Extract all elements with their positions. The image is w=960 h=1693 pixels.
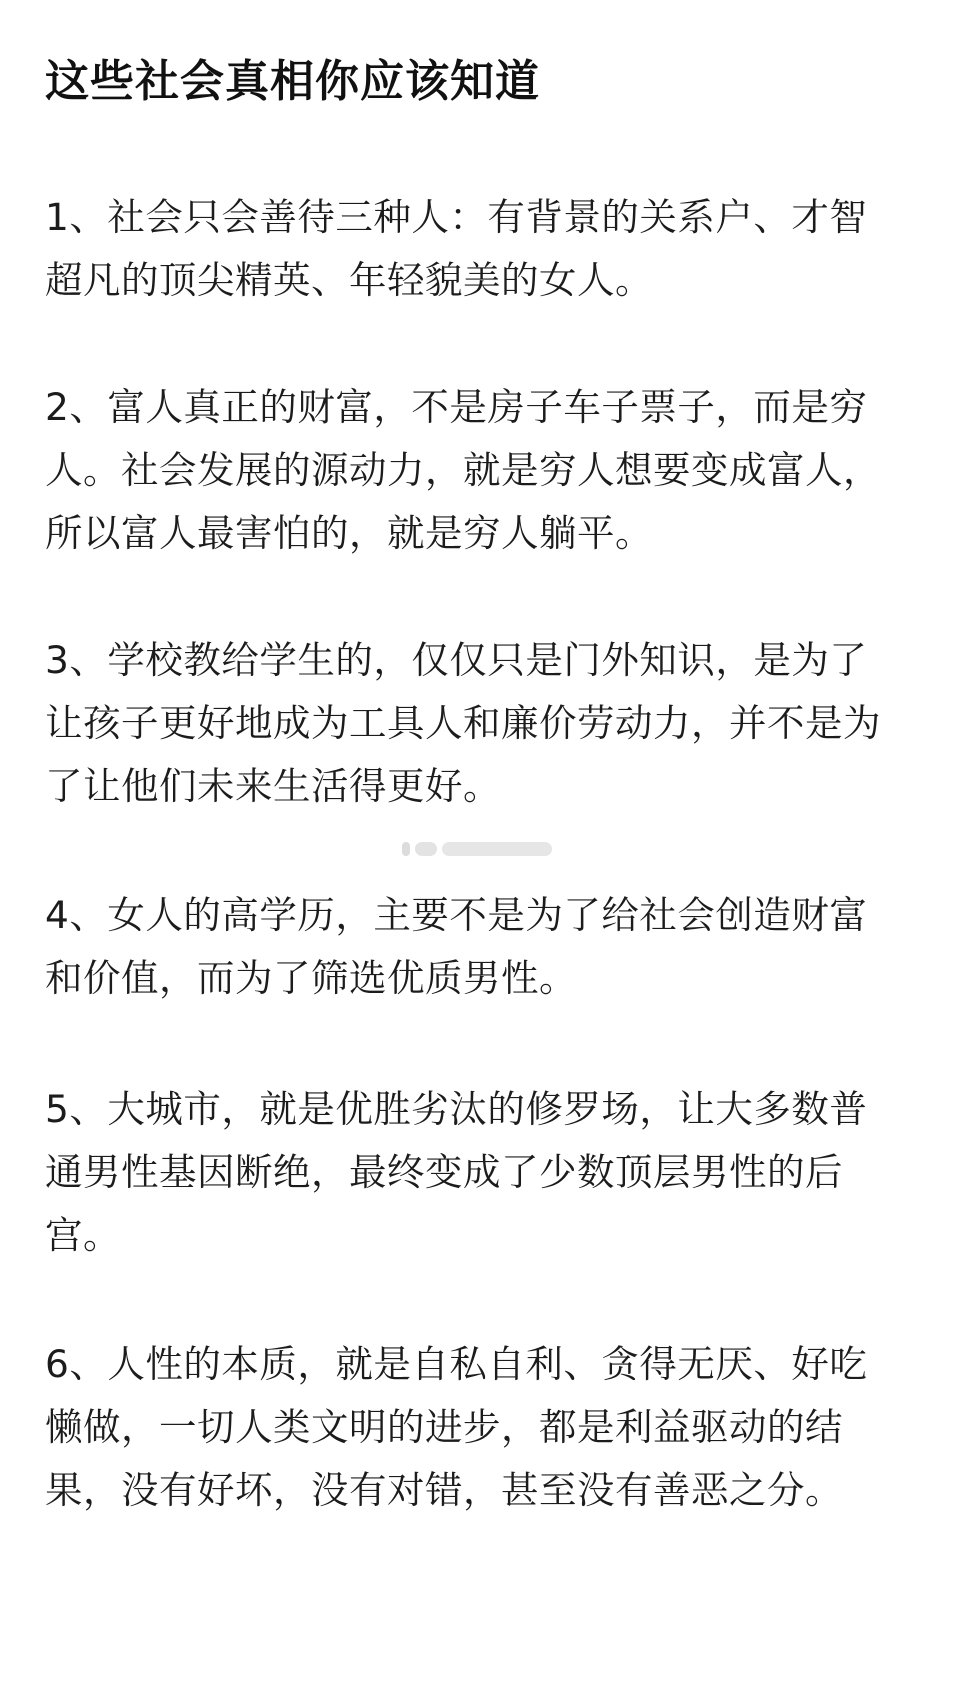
list-item: 5、大城市，就是优胜劣汰的修罗场，让大多数普通男性基因断绝，最终变成了少数顶层男性的后宫。 (45, 1087, 868, 1257)
list-item: 1、社会只会善待三种人：有背景的关系户、才智超凡的顶尖精英、年轻貌美的女人。 (45, 195, 868, 302)
article-title: 这些社会真相你应该知道 (45, 56, 540, 107)
watermark-bar (402, 842, 410, 856)
list-item: 3、学校教给学生的，仅仅只是门外知识，是为了让孩子更好地成为工具人和廉价劳动力，并不是为了让他们未来生活得更好。 (45, 638, 881, 808)
watermark-bar (415, 842, 437, 856)
watermark-mark (402, 835, 562, 863)
list-item: 2、富人真正的财富，不是房子车子票子，而是穷人。社会发展的源动力，就是穷人想要变成富人，所以富人最害怕的，就是穷人躺平。 (45, 385, 881, 555)
list-item: 6、人性的本质，就是自私自利、贪得无厌、好吃懒做，一切人类文明的进步，都是利益驱动的结果，没有好坏，没有对错，甚至没有善恶之分。 (45, 1342, 868, 1512)
watermark-bar (442, 842, 552, 856)
list-item: 4、女人的高学历，主要不是为了给社会创造财富和价值，而为了筛选优质男性。 (45, 893, 868, 1000)
